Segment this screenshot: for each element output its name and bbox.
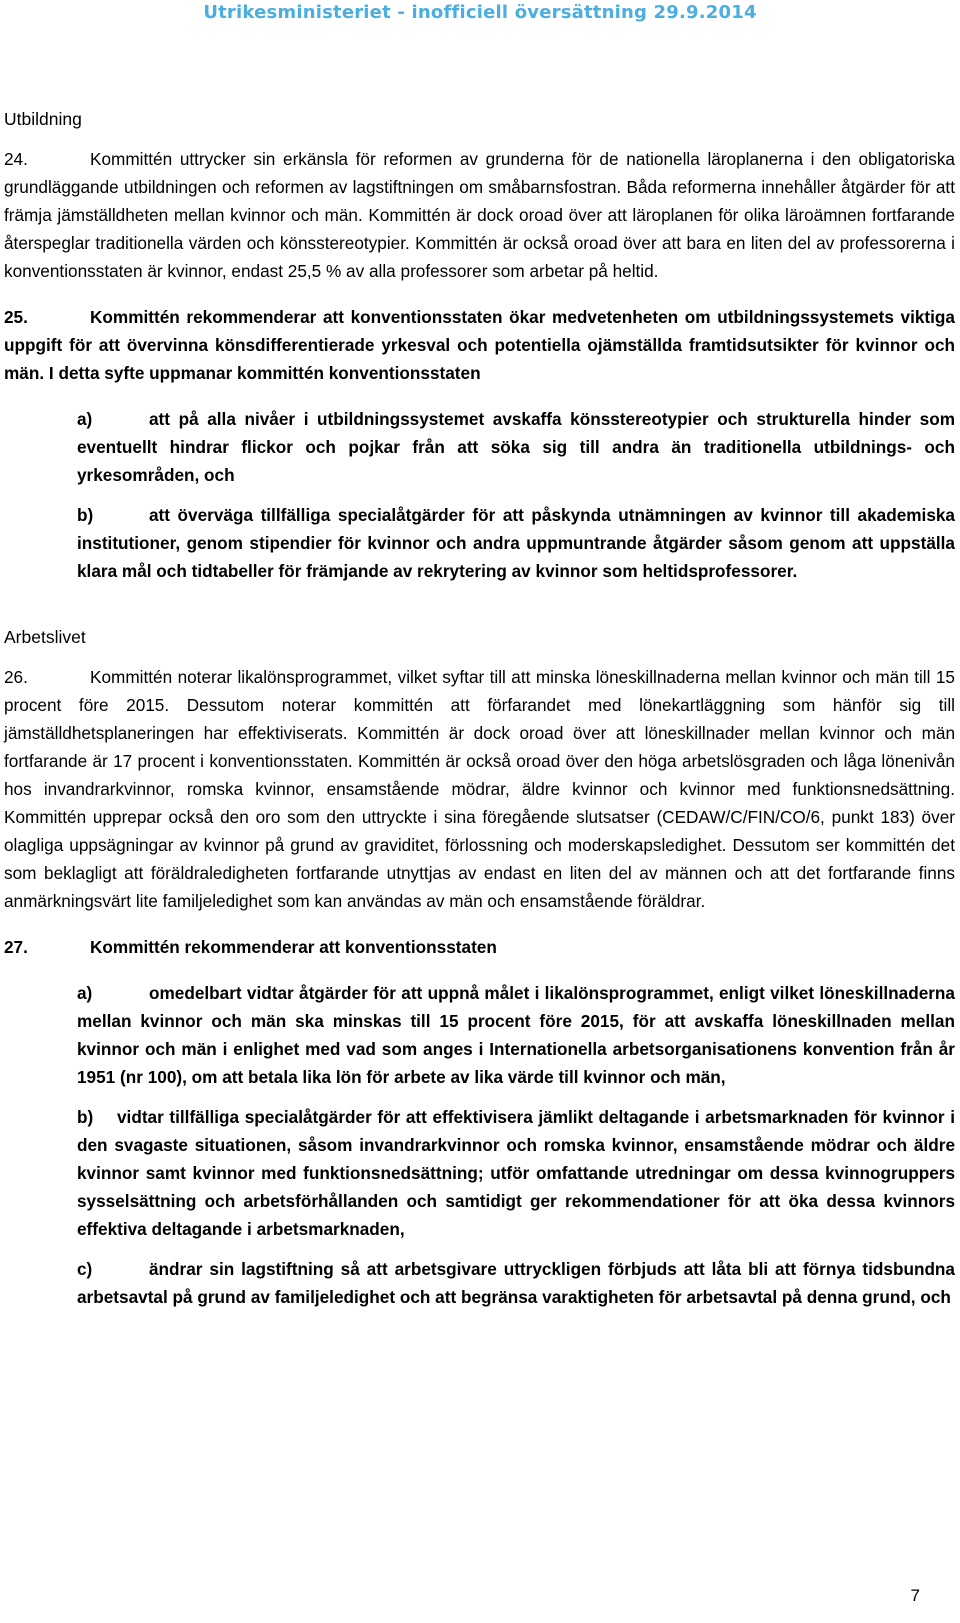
paragraph-number: 24. [4,149,28,169]
list-item-letter: a) [77,983,93,1003]
list-item-27a [77,979,955,1091]
paragraph-number: 25. [4,307,28,327]
list-item-letter: b) [77,1107,94,1127]
list-item-text: vidtar tillfälliga specialåtgärder för att effektivisera jämlikt deltagande i arbetsmarknaden för kvinnor i den svagaste situationen, såsom invandrarkvinnor och romska kvinnor, ensamstående mödrar och äldre kvinnor samt kvinnor med funktionsnedsättning; utför omfattande utredningar om dessa kvinnogruppers sysselsättning och arbetsförhållanden och samtidigt ger rekommendationer för att öka dessa kvinnors effektiva deltagande i arbetsmarknaden, [77,1107,955,1239]
paragraph-text: Kommittén rekommenderar att konventionsstaten [90,937,497,957]
document-body [4,105,955,1311]
paragraph-text: Kommittén noterar likalönsprogrammet, vilket syftar till att minska löneskillnaderna mellan kvinnor och män till 15 procent före 2015. Dessutom noterar kommittén att förfarandet med lönekartläggning som hänför sig till jämställdhetsplaneringen har effektiviserats. Kommittén är dock oroad över att löneskillnader mellan kvinnor och män fortfarande är 17 procent i konventionsstaten. Kommittén är också oroad över den höga arbetslösgraden och låga lönenivån hos invandrarkvinnor, romska kvinnor, ensamstående mödrar, äldre kvinnor och kvinnor med funktionsnedsättning. Kommittén upprepar också den oro som den uttryckte i sina föregående slutsatser (CEDAW/C/FIN/CO/6, punkt 183) över olagliga uppsägningar av kvinnor på grund av graviditet, förlossning och moderskapsledighet. Dessutom ser kommittén det som beklagligt att föräldraledigheten fortfarande utnyttjas av endast en liten del av männen och att det fortfarande finns anmärkningsvärt lite familjeledighet som kan användas av män och ensamstående föräldrar. [4,667,955,911]
paragraph-number: 27. [4,937,28,957]
paragraph-26 [4,663,955,915]
page-number: 7 [910,1586,920,1605]
list-item-27c [77,1255,955,1311]
paragraph-text: Kommittén rekommenderar att konventionsstaten ökar medvetenheten om utbildningssystemets viktiga uppgift för att övervinna könsdifferentierade yrkesval och potentiella ojämställda framtidsutsikter för kvinnor och män. I detta syfte uppmanar kommittén konventionsstaten [4,307,955,383]
paragraph-text: Kommittén uttrycker sin erkänsla för reformen av grunderna för de nationella läroplanerna i den obligatoriska grundläggande utbildningen och reformen av lagstiftningen om småbarnsfostran. Båda reformerna innehåller åtgärder för att främja jämställdheten mellan kvinnor och män. Kommittén är dock oroad över att läroplanen för olika läroämnen fortfarande återspeglar traditionella värden och könsstereotypier. Kommittén är också oroad över att bara en liten del av professorerna i konventionsstaten är kvinnor, endast 25,5 % av alla professorer som arbetar på heltid. [4,149,955,281]
list-item-text: ändrar sin lagstiftning så att arbetsgivare uttryckligen förbjuds att låta bli att förnya tidsbundna arbetsavtal på grund av familjeledighet och att begränsa varaktigheten för arbetsavtal på denna grund, och [77,1259,955,1307]
document-header: Utrikesministeriet - inofficiell översättning 29.9.2014 [203,2,757,23]
list-item-letter: b) [77,505,94,525]
section-heading-work: Arbetslivet [4,627,86,647]
list-item-27b [77,1103,955,1243]
section-heading-education: Utbildning [4,109,82,129]
paragraph-25 [4,303,955,387]
list-item-25a [77,405,955,489]
list-item-letter: a) [77,409,93,429]
paragraph-24 [4,145,955,285]
list-item-25b [77,501,955,585]
list-item-text: att på alla nivåer i utbildningssystemet avskaffa könsstereotypier och strukturella hinder som eventuellt hindrar flickor och pojkar från att söka sig till andra än traditionella utbildnings- och yrkesområden, och [77,409,955,485]
list-item-text: omedelbart vidtar åtgärder för att uppnå målet i likalönsprogrammet, enligt vilket löneskillnaderna mellan kvinnor och män ska minskas till 15 procent före 2015, för att avskaffa löneskillnaden mellan kvinnor och män i enlighet med vad som anges i Internationella arbetsorganisationens konvention från år 1951 (nr 100), om att betala lika lön för arbete av lika värde till kvinnor och män, [77,983,955,1087]
paragraph-number: 26. [4,667,28,687]
list-item-letter: c) [77,1259,93,1279]
list-item-text: att överväga tillfälliga specialåtgärder för att påskynda utnämningen av kvinnor till akademiska institutioner, genom stipendier för kvinnor och andra uppmuntrande åtgärder såsom genom att uppställa klara mål och tidtabeller för främjande av rekrytering av kvinnor som heltidsprofessorer. [77,505,955,581]
paragraph-27 [4,933,955,961]
